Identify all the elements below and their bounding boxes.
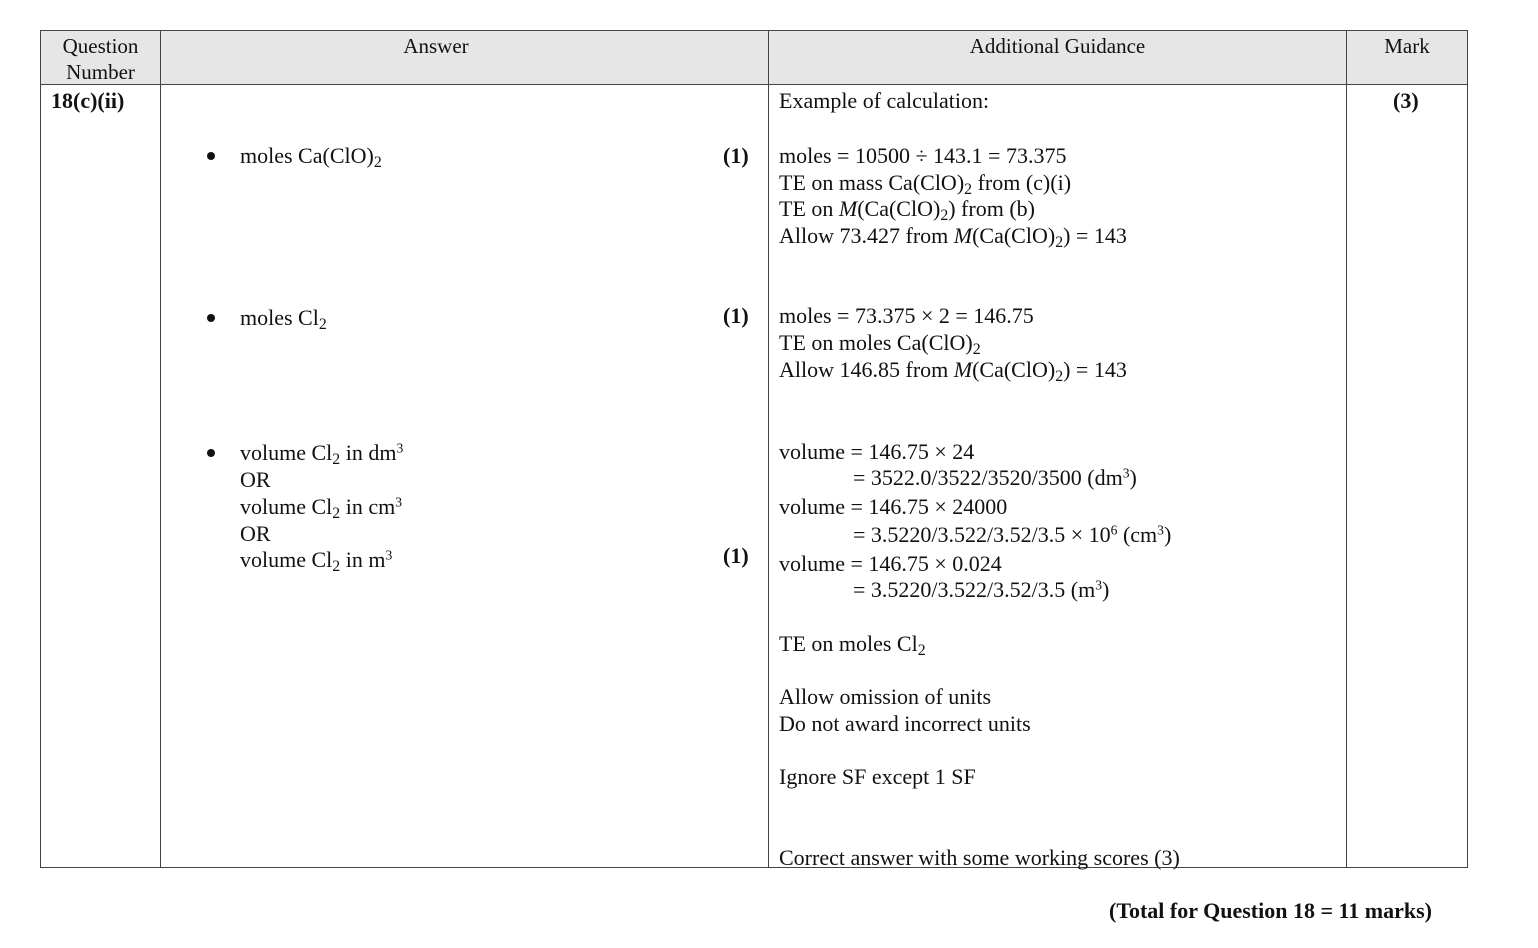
answer-mark: (1) — [723, 143, 749, 168]
question-mark: (3) — [1393, 88, 1419, 113]
answer-volume-dm3: volume $Cl_2$ in $dm^3$ — [240, 440, 404, 468]
column-divider — [160, 31, 161, 867]
guidance-line: Correct answer with some working scores (3) — [779, 845, 1180, 870]
bullet-icon — [207, 314, 215, 322]
answer-mark: (1) — [723, 303, 749, 328]
answer-moles-cl2: moles $Cl_2$ — [240, 305, 327, 333]
header-answer: Answer — [403, 34, 469, 58]
guidance-line: moles = 10500 ÷ 143.1 = 73.375 — [779, 143, 1067, 168]
guidance-line: TE on $M(Ca(ClO)_2)$ from (b) — [779, 196, 1035, 224]
guidance-line: Allow 73.427 from $M(Ca(ClO)_2) = 143$ — [779, 223, 1127, 251]
header-mark: Mark — [1384, 34, 1430, 58]
answer-volume-m3: volume $Cl_2$ in $m^3$ — [240, 547, 393, 575]
guidance-line: TE on moles $Cl_2$ — [779, 631, 926, 659]
guidance-example-heading: Example of calculation: — [779, 88, 990, 113]
guidance-line: TE on mass $Ca(ClO)_2$ from (c)(i) — [779, 170, 1072, 198]
guidance-line: TE on moles $Ca(ClO)_2$ — [779, 330, 981, 358]
total-marks: (Total for Question 18 = 11 marks) — [1109, 898, 1432, 923]
answer-or: OR — [240, 521, 271, 546]
answer-volume-cm3: volume $Cl_2$ in $cm^3$ — [240, 494, 403, 522]
header-question-number: Question Number — [62, 34, 139, 84]
guidance-line: Allow omission of units — [779, 684, 992, 709]
guidance-line: = $3.5220/3.522/3.52/3.5 \times 10^6$ $(cm^3)$ — [853, 522, 1172, 547]
guidance-line: moles = 73.375 × 2 = 146.75 — [779, 303, 1034, 328]
column-divider — [768, 31, 769, 867]
guidance-line: volume = 146.75 × 24 — [779, 439, 975, 464]
answer-mark: (1) — [723, 543, 749, 568]
guidance-line: Ignore SF except 1 SF — [779, 764, 976, 789]
guidance-line: = 3522.0/3522/3520/3500 $(dm^3)$ — [853, 465, 1137, 490]
answer-or: OR — [240, 467, 271, 492]
guidance-line: volume = 146.75 × 0.024 — [779, 551, 1002, 576]
guidance-line: Do not award incorrect units — [779, 711, 1031, 736]
bullet-icon — [207, 152, 215, 160]
answer-moles-caclo2: moles $Ca(ClO)_2$ — [240, 143, 382, 171]
column-divider — [1346, 31, 1347, 867]
header-additional-guidance: Additional Guidance — [969, 34, 1146, 58]
bullet-icon — [207, 449, 215, 457]
guidance-line: volume = 146.75 × 24000 — [779, 494, 1008, 519]
guidance-line: Allow 146.85 from $M(Ca(ClO)_2) = 143$ — [779, 357, 1127, 385]
guidance-line: = 3.5220/3.522/3.52/3.5 $(m^3)$ — [853, 577, 1110, 602]
question-number: 18(c)(ii) — [51, 88, 125, 113]
